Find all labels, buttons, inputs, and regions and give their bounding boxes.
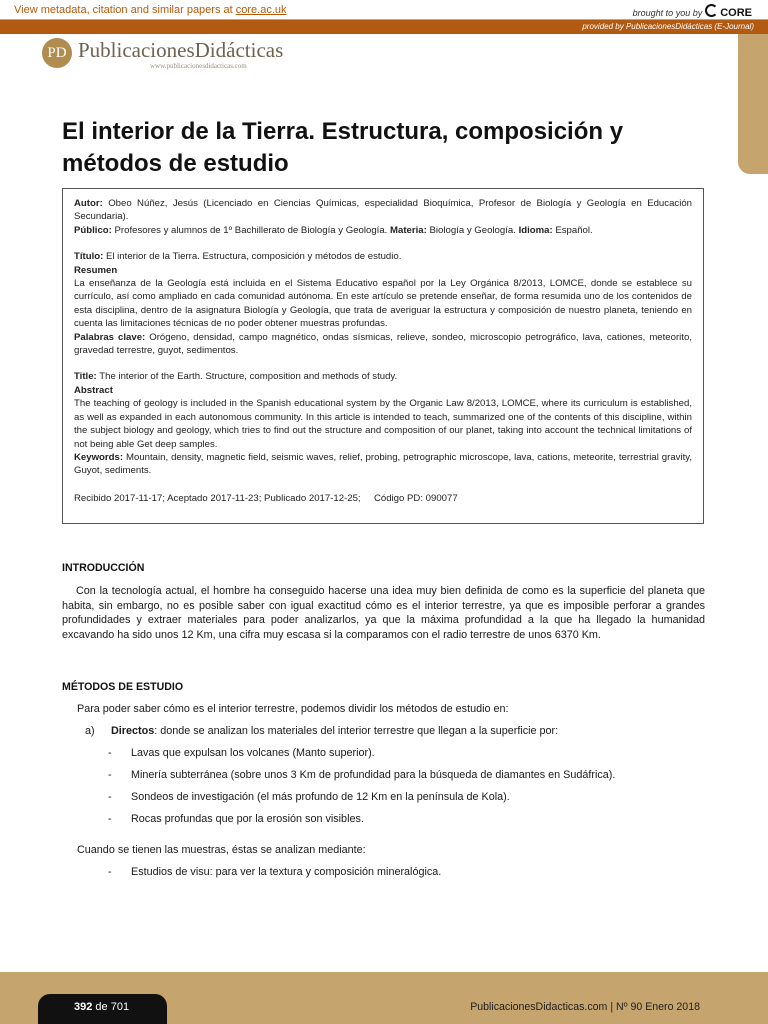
page-number: 392 <box>74 1001 93 1013</box>
brought-by-label: brought to you by <box>632 8 703 18</box>
intro-section <box>62 584 705 642</box>
footer-journal-info: PublicacionesDidacticas.com | Nº 90 Enero 2018 <box>470 1001 700 1013</box>
spanish-title-label: Título: <box>74 251 104 263</box>
page-indicator <box>38 994 167 1024</box>
samples-intro: Cuando se tienen las muestras, éstas se analizan mediante: <box>77 844 366 856</box>
abstract-heading: Abstract <box>74 384 113 396</box>
spanish-title-line <box>74 250 692 263</box>
publication-dates: Recibido 2017-11-17; Aceptado 2017-11-23; Publicado 2017-12-25; <box>74 492 361 504</box>
intro-paragraph: Con la tecnología actual, el hombre ha conseguido hacerse una idea muy bien definida de como es la superficie del planeta que habita, sin embargo, no es posible saber con igual exactitud cómo es el interior terrestre, ya que es imposible perforar a grandes profundidades y extraer materiales para poder analizarlos, ya que la máxima profundidad a la que ha llegado la humanidad excavando ha sido unos 12 Km, una cifra muy escasa si la comparamos con el radio terrestre de unos 6370 Km. <box>62 585 705 641</box>
author-value: Obeo Núñez, Jesús (Licenciado en Ciencias Químicas, especialidad Bioquímica, Profesor de Biología y Geología en Educación Secundaria). <box>74 198 693 223</box>
keywords-line <box>74 451 692 478</box>
audience-label: Público: <box>74 224 112 236</box>
palabras-clave-label: Palabras clave: <box>74 331 146 343</box>
bullet-item: Estudios de visu: para ver la textura y composición mineralógica. <box>131 866 442 878</box>
resumen-text: La enseñanza de la Geología está incluida en el Sistema Educativo español por la Ley Orgánica 8/2013, LOMCE, donde se establece su currículo, así como ampliado en cada comunidad autónoma. En este artículo se pretende enseñar, de forma resumida uno de los contenidos de esta disciplina, dentro de la asignatura Biología y Geología, que trata de averiguar la estructura y composición de nuestro planeta, teniendo en cuenta las limitaciones técnicas de no poder obtener muestras profundas. <box>74 278 692 330</box>
bullet-item: Minería subterránea (sobre unos 3 Km de profundidad para la búsqueda de diamantes en Sudáfrica). <box>131 769 616 781</box>
language-value: Español. <box>555 224 593 236</box>
english-title-label: Title: <box>74 371 97 383</box>
article-title: El interior de la Tierra. Estructura, composición y métodos de estudio <box>62 118 624 177</box>
bullet-item: Rocas profundas que por la erosión son visibles. <box>131 813 364 825</box>
bullet-dash: - <box>108 866 112 878</box>
resumen-heading: Resumen <box>74 264 118 276</box>
item-a-line <box>111 725 558 737</box>
core-brand[interactable]: CORE <box>720 7 752 19</box>
english-title-line <box>74 370 692 383</box>
provided-by-bar <box>0 20 768 34</box>
core-metadata-label: View metadata, citation and similar papers at <box>14 4 236 16</box>
methods-heading: MÉTODOS DE ESTUDIO <box>62 681 184 693</box>
page-total: de 701 <box>95 1001 130 1013</box>
methods-intro: Para poder saber cómo es el interior terrestre, podemos dividir los métodos de estudio en: <box>77 703 509 715</box>
audience-line <box>74 224 692 237</box>
bullet-item: Lavas que expulsan los volcanes (Manto superior). <box>131 747 375 759</box>
bullet-dash: - <box>108 813 112 825</box>
palabras-clave-line <box>74 331 692 358</box>
provided-by-text: provided by PublicacionesDidácticas (E-Journal) <box>582 22 754 31</box>
publisher-url: www.publicacionesdidacticas.com <box>150 62 247 70</box>
core-metadata-text <box>14 4 287 16</box>
subject-value: Biología y Geología. <box>429 224 516 236</box>
bullet-item: Sondeos de investigación (el más profundo de 12 Km en la península de Kola). <box>131 791 510 803</box>
dates-line <box>74 492 692 505</box>
item-a-marker: a) <box>85 725 95 737</box>
pd-emblem-icon: PD <box>42 38 72 68</box>
bullet-dash: - <box>108 769 112 781</box>
side-tab <box>738 34 768 174</box>
author-label: Autor: <box>74 198 103 209</box>
palabras-clave-value: Orógeno, densidad, campo magnético, ondas sísmicas, relieve, sondeo, microscopio petrográfico, lava, cationes, meteorito, gravedad terrestre, guyot, sedimentos. <box>74 331 692 357</box>
publisher-name: PublicacionesDidácticas <box>78 38 284 62</box>
core-logo-icon <box>705 4 718 17</box>
item-a-label: Directos <box>111 725 155 737</box>
core-brought-by <box>633 4 752 19</box>
core-banner <box>0 0 768 20</box>
subject-label: Materia: <box>390 224 427 236</box>
keywords-label: Keywords: <box>74 451 124 463</box>
audience-value: Profesores y alumnos de 1º Bachillerato de Biología y Geología. <box>114 224 388 236</box>
intro-heading: INTRODUCCIÓN <box>62 562 145 574</box>
item-a-text: : donde se analizan los materiales del interior terrestre que llegan a la superficie por: <box>154 725 559 737</box>
language-label: Idioma: <box>518 224 553 236</box>
english-title-value: The interior of the Earth. Structure, composition and methods of study. <box>99 371 398 383</box>
bullet-dash: - <box>108 791 112 803</box>
keywords-value: Mountain, density, magnetic field, seismic waves, relief, probing, petrographic microscope, lava, cations, meteorite, terrestrial gravity, Guyot, sediments. <box>74 451 693 477</box>
abstract-box <box>62 188 704 524</box>
core-link[interactable]: core.ac.uk <box>235 4 287 16</box>
spanish-title-value: El interior de la Tierra. Estructura, composición y métodos de estudio. <box>105 251 402 263</box>
abstract-text: The teaching of geology is included in the Spanish educational system by the Organic Law 8/2013, LOMCE, where its curriculum is established, as well as expanded in each autonomous community. In this article is intended to teach, summarized one of the contents of this discipline, within the subject biology and geology, which tries to find out the structure and composition of our planet, taking into account the technical limitations of not being able Get deep samples. <box>74 398 692 450</box>
author-line <box>74 197 692 224</box>
bullet-dash: - <box>108 747 112 759</box>
pd-code: Código PD: 090077 <box>373 492 458 504</box>
